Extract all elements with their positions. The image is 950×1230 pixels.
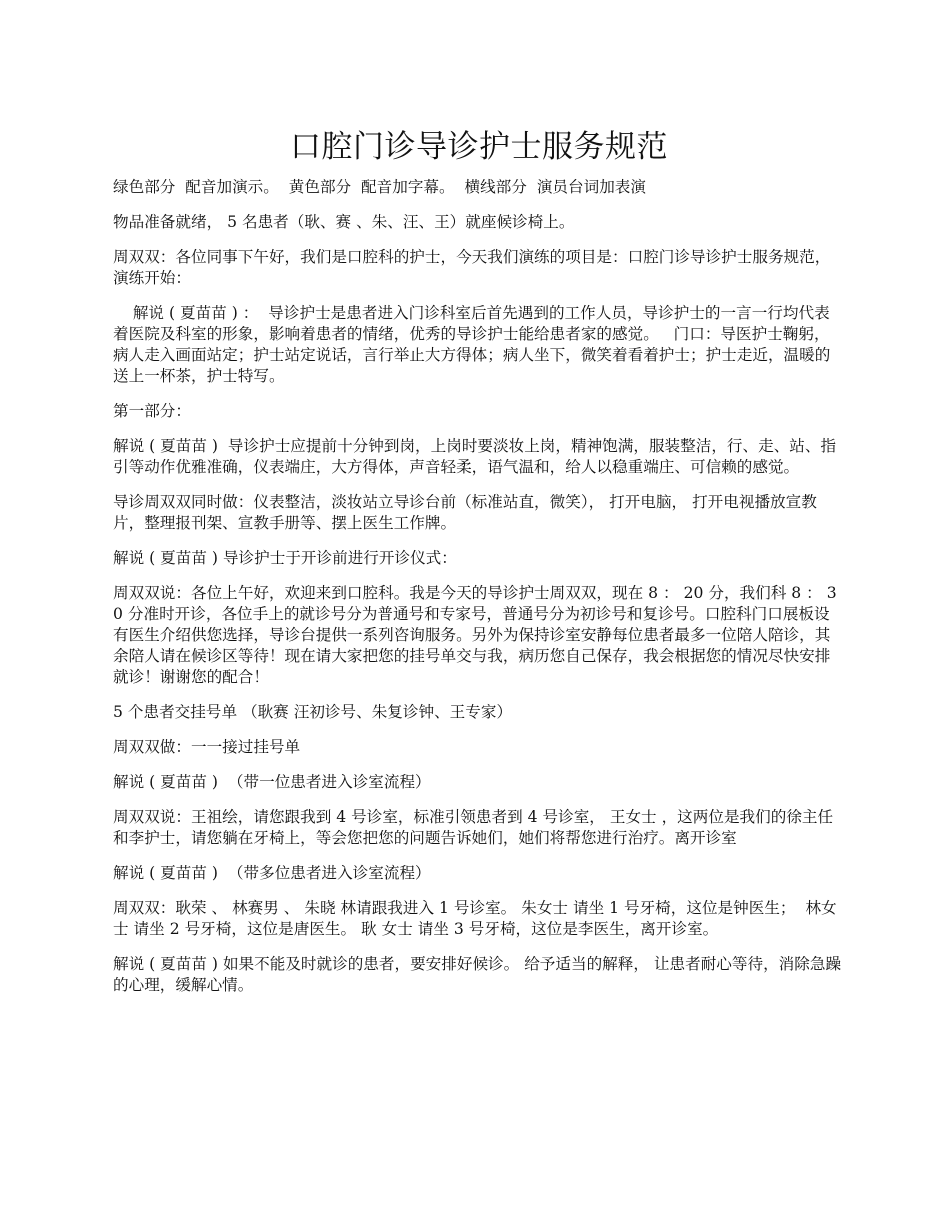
paragraph-patients-hand-in: 5 个患者交挂号单 （耿赛 汪初诊号、朱复诊钟、王专家） [113, 703, 513, 721]
paragraph-narration-multi-patient: 解说 ( 夏苗苗 ) （带多位患者进入诊室流程） [113, 864, 431, 882]
paragraph-narration-intro: 解说 ( 夏苗苗 ) ： 导诊护士是患者进入门诊科室后首先遇到的工作人员，导诊护士的一言一行均代表着医院及科室的形象，影响着患者的情绪，优秀的导诊护士能给患者家的感觉。 门口：导医护士鞠躬，病人走入画面站定；护士站定说话，言行举止大方得体；病人坐下，微笑着看着护士；护士走近，温暖的送上一杯茶，护士特写。 [113, 304, 831, 385]
paragraph-nurse-receives: 周双双做：一一接过挂号单 [113, 738, 301, 756]
document-title: 口腔门诊导诊护士服务规范 [290, 129, 668, 165]
paragraph-narration-ceremony: 解说 ( 夏苗苗 ) 导诊护士于开诊前进行开诊仪式： [113, 549, 457, 567]
paragraph-narration-single-patient: 解说 ( 夏苗苗 ) （带一位患者进入诊室流程） [113, 773, 431, 791]
paragraph-multi-patient-flow: 周双双：耿荣 、 林赛男 、 朱晓 林请跟我进入 1 号诊室。 朱女士 请坐 1 号牙椅，这位是钟医生； 林女士 请坐 2 号牙椅，这位是唐医生。 耿 女士 请坐 3 号牙椅，这位是李医生，离开诊室。 [113, 899, 837, 938]
paragraph-legend: 绿色部分 配音加演示。 黄色部分 配音加字幕。 横线部分 演员台词加表演 [113, 178, 646, 196]
paragraph-narration-waiting: 解说 ( 夏苗苗 ) 如果不能及时就诊的患者，要安排好候诊。 给予适当的解释， 让患者耐心等待，消除急躁的心理，缓解心情。 [113, 955, 842, 994]
paragraph-single-patient-flow: 周双双说：王祖绘，请您跟我到 4 号诊室，标准引领患者到 4 号诊室， 王女士 ，这两位是我们的徐主任和李护士，请您躺在牙椅上，等会您把您的问题告诉她们，她们将帮您进行治疗。离开诊室 [113, 808, 834, 847]
paragraph-nurse-actions: 导诊周双双同时做：仪表整洁，淡妆站立导诊台前（标准站直，微笑）， 打开电脑， 打开电视播放宣教片，整理报刊架、宣教手册等、摆上医生工作牌。 [113, 493, 817, 532]
paragraph-opening: 周双双：各位同事下午好，我们是口腔科的护士，今天我们演练的项目是：口腔门诊导诊护士服务规范，演练开始： [113, 248, 831, 287]
paragraph-narration-duty: 解说 ( 夏苗苗 ) 导诊护士应提前十分钟到岗，上岗时要淡妆上岗，精神饱满，服装整洁，行、走、站、指引等动作优雅准确，仪表端庄，大方得体，声音轻柔，语气温和，给人以稳重端庄、可信赖的感觉。 [113, 437, 837, 476]
document-page [113, 125, 845, 1010]
section-heading-part-one: 第一部分： [113, 402, 191, 420]
paragraph-preparation: 物品准备就绪， 5 名患者（耿、赛 、朱、汪、王）就座候诊椅上。 [113, 213, 575, 231]
paragraph-nurse-speech: 周双双说：各位上午好，欢迎来到口腔科。我是今天的导诊护士周双双，现在 8 ： 20 分，我们科 8 ： 30 分准时开诊，各位手上的就诊号分为普通号和专家号，普通号分为初诊号和复诊号。口腔科门口展板设有医生介绍供您选择，导诊台提供一系列咨询服务。另外为保持诊室安静每位患者最多一位陪人陪诊，其余陪人请在候诊区等待！现在请大家把您的挂号单交与我，病历您自己保存，我会根据您的情况尽快安排就诊！谢谢您的配合！ [113, 584, 837, 686]
